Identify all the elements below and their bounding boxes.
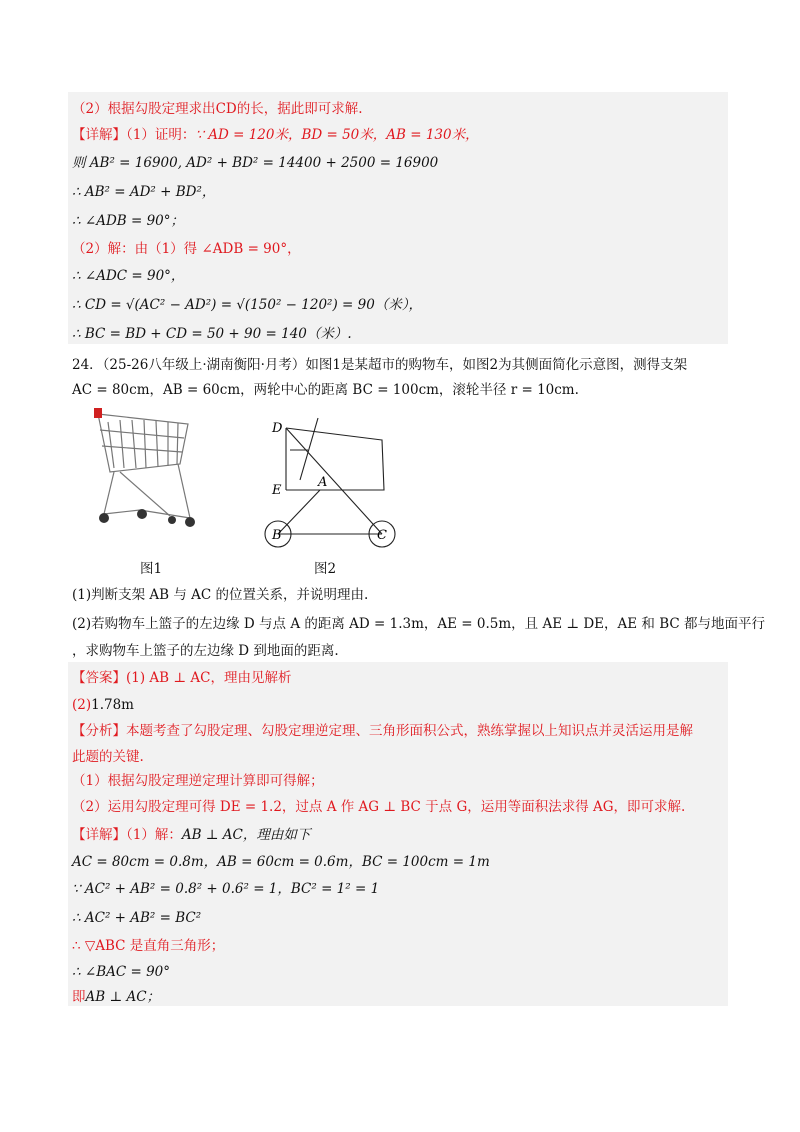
detail-line-7 bbox=[72, 988, 160, 1006]
detail-line-4: ∴ AC² + AB² = BC² bbox=[72, 910, 202, 926]
detail-line-7-prefix: 即 bbox=[72, 989, 86, 1005]
top-line-6: （2）解：由（1）得 ∠ADB = 90°， bbox=[72, 241, 301, 257]
cart-handle-red-icon bbox=[94, 408, 102, 418]
fig2-caption: 图2 bbox=[314, 561, 337, 577]
fig2-label-B: B bbox=[272, 528, 282, 543]
fig2-label-C: C bbox=[377, 528, 387, 543]
q24-part-1: (1)判断支架 AB 与 AC 的位置关系，并说明理由. bbox=[72, 587, 369, 603]
q24-line-2: AC = 80cm，AB = 60cm，两轮中心的距离 BC = 100cm，滚轮半径 r = 10cm. bbox=[72, 382, 579, 398]
answer-part-2-number: (2) bbox=[72, 697, 92, 713]
q24-part-2b: ，求购物车上篮子的左边缘 D 到地面的距离. bbox=[72, 643, 339, 659]
analysis-line-3: （1）根据勾股定理逆定理计算即可得解； bbox=[72, 773, 324, 789]
fig2-label-A: A bbox=[318, 475, 328, 490]
detail-line-2: AC = 80cm = 0.8m，AB = 60cm = 0.6m，BC = 100cm = 1m bbox=[72, 854, 490, 870]
analysis-line-2: 此题的关键. bbox=[72, 749, 144, 765]
top-line-5: ∴ ∠ADB = 90°； bbox=[72, 213, 185, 229]
answer-line-1 bbox=[72, 669, 291, 687]
top-line-7: ∴ ∠ADC = 90°， bbox=[72, 268, 185, 284]
detail-line-6: ∴ ∠BAC = 90° bbox=[72, 964, 171, 980]
detail-label: 【详解】（1）证明： bbox=[72, 127, 196, 143]
fig2-label-E: E bbox=[272, 483, 282, 498]
analysis-line-1: 【分析】本题考查了勾股定理、勾股定理逆定理、三角形面积公式，熟练掌握以上知识点并灵活运用是解 bbox=[72, 723, 693, 739]
detail-label-2: 【详解】（1）解： bbox=[72, 827, 182, 843]
shopping-cart-photo bbox=[80, 402, 220, 532]
fig2-label-D: D bbox=[272, 421, 283, 436]
detail-line-1-math: AB ⊥ AC，理由如下 bbox=[181, 827, 311, 843]
answer-part-2-value: 1.78m bbox=[91, 697, 134, 713]
detail-line-3: ∵ AC² + AB² = 0.8² + 0.6² = 1，BC² = 1² = 1 bbox=[72, 881, 380, 897]
top-line-4: ∴ AB² = AD² + BD²， bbox=[72, 184, 216, 200]
fig1-caption: 图1 bbox=[140, 561, 163, 577]
top-line-9: ∴ BC = BD + CD = 50 + 90 = 140（米）. bbox=[72, 326, 352, 342]
answer-part-1: (1) AB ⊥ AC，理由见解析 bbox=[126, 670, 292, 686]
detail-line-5: ∴ ▽ABC 是直角三角形； bbox=[72, 938, 225, 954]
top-line-2-math: ∵ AD = 120米，BD = 50米，AB = 130米， bbox=[195, 127, 479, 143]
top-line-3: 则 AB² = 16900, AD² + BD² = 14400 + 2500 = 16900 bbox=[72, 155, 439, 171]
answer-line-2 bbox=[72, 696, 134, 714]
cart-side-diagram bbox=[260, 410, 400, 550]
q24-line-1: 24．（25-26八年级上·湖南衡阳·月考）如图1是某超市的购物车，如图2为其侧面简化示意图，测得支架 bbox=[72, 357, 688, 373]
top-line-1: （2）根据勾股定理求出CD的长，据此即可求解. bbox=[72, 101, 363, 117]
detail-line-1 bbox=[72, 826, 310, 844]
q24-part-2a: (2)若购物车上篮子的左边缘 D 与点 A 的距离 AD = 1.3m，AE = 0.5m，且 AE ⊥ DE，AE 和 BC 都与地面平行 bbox=[72, 616, 765, 632]
detail-line-7-math: AB ⊥ AC； bbox=[85, 989, 161, 1005]
top-line-2 bbox=[72, 126, 479, 144]
top-line-8: ∴ CD = √(AC² − AD²) = √(150² − 120²) = 90（米）， bbox=[72, 297, 423, 313]
analysis-line-4: （2）运用勾股定理可得 DE = 1.2，过点 A 作 AG ⊥ BC 于点 G，运用等面积法求得 AG，即可求解. bbox=[72, 799, 686, 815]
answer-label: 【答案】 bbox=[72, 670, 126, 686]
